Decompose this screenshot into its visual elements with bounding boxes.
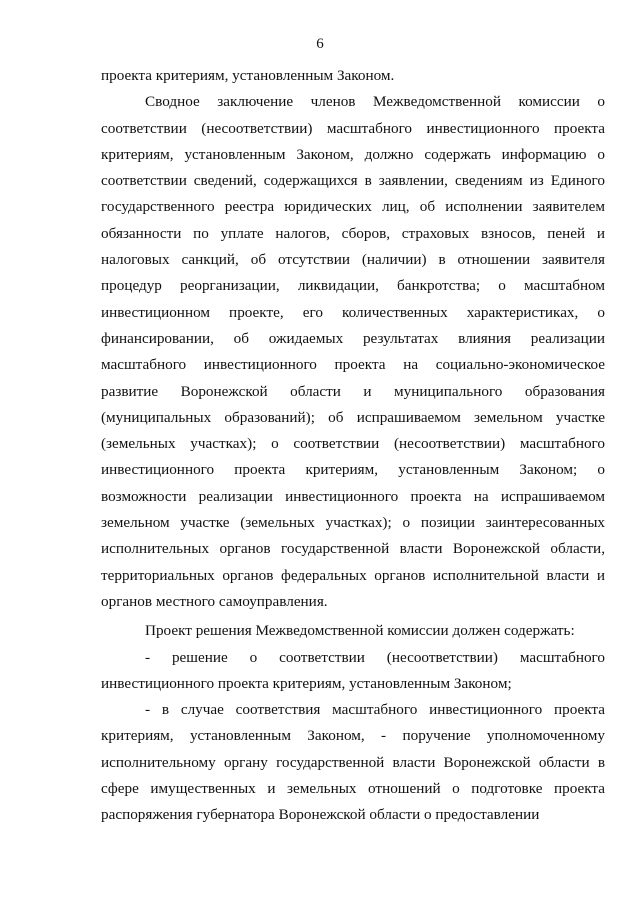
paragraph-continuation: проекта критериям, установленным Законом. <box>101 67 395 84</box>
list-item-instruction: - в случае соответствия масштабного инвестиционного проекта критериям, установленным Законом, - поручение уполномоченному исполнительному органу государственной власти Воронежской области в сфере имущественных и земельных отношений о подготовке проекта распоряжения губернатора Воронежской области о предоставлении <box>101 701 605 824</box>
page-number: 6 <box>316 36 324 52</box>
document-body <box>101 63 605 829</box>
list-item-decision: - решение о соответствии (несоответствии) масштабного инвестиционного проекта критериям, установленным Законом; <box>101 648 605 692</box>
paragraph-draft-decision-intro: Проект решения Межведомственной комиссии должен содержать: <box>145 622 575 640</box>
paragraph-summary-conclusion: Сводное заключение членов Межведомственной комиссии о соответствии (несоответствии) масштабного инвестиционного проекта критериям, установленным Законом, должно содержать информацию о соответствии сведений, содержащихся в заявлении, сведениям из Единого государственного реестра юридических лиц, об исполнении заявителем обязанности по уплате налогов, сборов, страховых взносов, пеней и налоговых санкций, об отсутствии (наличии) в отношении заявителя процедур реорганизации, ликвидации, банкротства; о масштабном инвестиционном проекте, его количественных характеристиках, о финансировании, об ожидаемых результатах влияния реализации масштабного инвестиционного проекта на социально-экономическое развитие Воронежской области и муниципального образования (муниципальных образований); об испрашиваемом земельном участке (земельных участках); о соответствии (несоответствии) масштабного инвестиционного проекта критериям, установленным Законом; о возможности реализации инвестиционного проекта на испрашиваемом земельном участке (земельных участках); о позиции заинтересованных исполнительных органов государственной власти Воронежской области, территориальных органов федеральных органов исполнительной власти и органов местного самоуправления. <box>101 93 605 610</box>
